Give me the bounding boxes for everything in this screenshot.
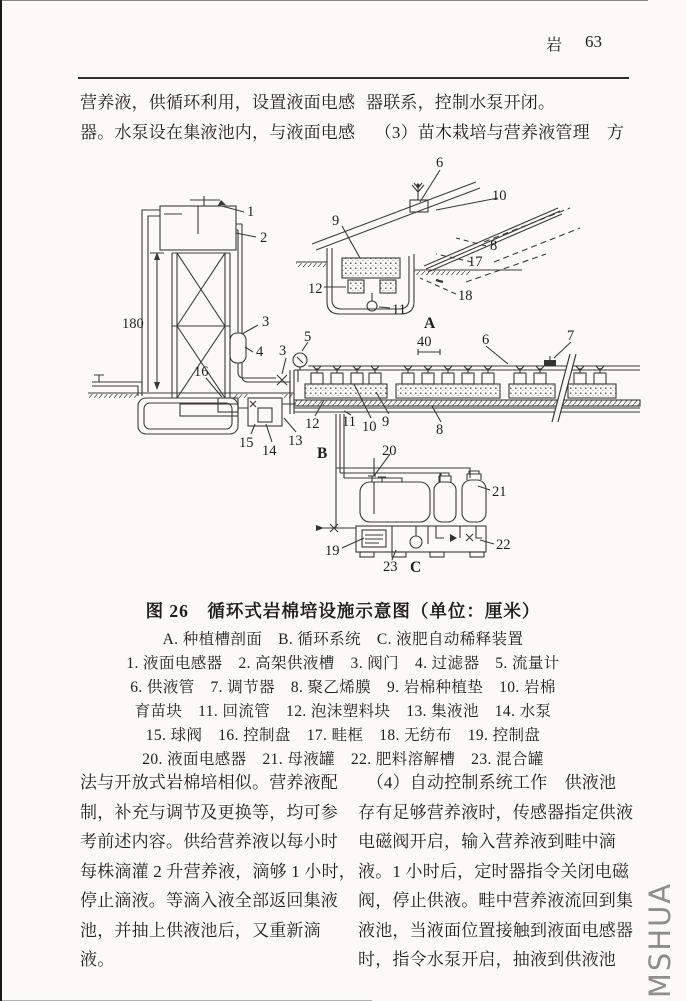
- figure-26-diagram: [84, 146, 644, 594]
- label-regulator-7: 7: [567, 328, 575, 344]
- text-line: 每株滴灌 2 升营养液，滴够 1 小时，: [80, 861, 356, 881]
- label-foam-12-a: 12: [308, 281, 323, 297]
- caption-line: 育苗块 11. 回流管 12. 泡沫塑料块 13. 集液池 14. 水泵: [134, 703, 552, 720]
- dissolver-tank: [434, 482, 456, 522]
- label-valve-3-bed: 3: [279, 343, 287, 359]
- text-line: 器联系，控制水泵开闭。: [366, 93, 556, 112]
- text-line: 法与开放式岩棉培相似。营养液配: [80, 773, 338, 792]
- rockwool-mat-b1: [305, 384, 387, 398]
- rockwool-mat-b2: [396, 384, 500, 398]
- figure-caption: [0, 598, 686, 772]
- label-seed-cube-10-a: 10: [492, 188, 507, 204]
- valve-symbol: [277, 375, 287, 385]
- label-film-8-a: 8: [490, 238, 498, 254]
- label-section-a: A: [424, 315, 436, 332]
- top-text-left-column: [80, 88, 356, 147]
- header-rule: [78, 77, 629, 79]
- bottom-text-right-column: [358, 768, 638, 975]
- text-line: 器。水泵设在集液池内，与液面电感: [80, 122, 356, 142]
- label-stock-tank-21: 21: [492, 484, 507, 500]
- label-pump-14: 14: [262, 443, 277, 459]
- polyethylene-film: [294, 400, 640, 406]
- text-line: 池，并抽上供液池后，又重新滴: [80, 920, 321, 940]
- caption-line: 20. 液面电感器 21. 母液罐 22. 肥料溶解槽 23. 混合罐: [142, 751, 544, 768]
- label-film-8-b: 8: [436, 422, 444, 438]
- label-foam-12-b: 12: [305, 416, 320, 432]
- label-supply-pipe-6-a: 6: [436, 155, 444, 171]
- filter-symbol: [230, 333, 246, 363]
- label-filter-4: 4: [256, 344, 264, 360]
- seedling-cubes: [311, 366, 606, 384]
- regulator-symbol: [544, 360, 556, 366]
- text-line: 营养液，供循环利用，设置液面电感: [80, 93, 356, 112]
- label-fabric-18: 18: [458, 288, 473, 304]
- label-level-sensor-1: 1: [247, 204, 255, 220]
- label-dissolver-22: 22: [496, 537, 511, 553]
- label-mat-9-a: 9: [332, 213, 340, 229]
- label-sump-13: 13: [288, 433, 303, 449]
- text-line: （3）苗木栽培与营养液管理 方: [366, 122, 625, 142]
- caption-line: A. 种植槽剖面 B. 循环系统 C. 液肥自动稀释装置: [162, 631, 524, 648]
- foam-block-a1: [348, 280, 364, 293]
- text-line: 制，补充与调节及更换等，均可参: [80, 802, 338, 822]
- mixing-tank: [360, 482, 430, 522]
- label-section-c: C: [410, 559, 422, 576]
- pump-symbol: [258, 408, 272, 422]
- rockwool-mat-a: [342, 258, 400, 278]
- label-supply-pipe-6-b: 6: [482, 332, 490, 348]
- bottom-text-block: [80, 768, 638, 975]
- running-head: [546, 32, 602, 55]
- label-return-11-a: 11: [392, 302, 406, 318]
- foam-block-a2: [380, 280, 396, 293]
- page-edge-top: [0, 0, 648, 1]
- top-text-right-column: [366, 88, 632, 147]
- text-line: 停止滴液。等滴入液全部返回集液: [80, 891, 338, 910]
- label-frame-17: 17: [468, 254, 483, 270]
- text-line: 考前述内容。供给营养液以每小时: [80, 832, 338, 851]
- label-panel-16: 16: [194, 364, 209, 380]
- figure-caption-title: 图 26 循环式岩棉培设施示意图（单位：厘米）: [145, 601, 541, 621]
- label-sensor-20: 20: [382, 443, 397, 459]
- label-span-40: 40: [417, 334, 432, 350]
- text-line: 时，指令水泵开启，抽液到供液池: [358, 950, 616, 969]
- bottom-text-left-column: [80, 768, 356, 975]
- running-title: 岩: [546, 37, 564, 54]
- text-line: 电磁阀开启，输入营养液到畦中滴: [358, 832, 616, 851]
- stock-solution-tank: [462, 480, 486, 522]
- text-line: 存有足够营养液时，传感器指定供液: [358, 802, 634, 822]
- rockwool-mat-b4: [568, 384, 616, 398]
- diagram-linework: [88, 170, 640, 560]
- page-number: 63: [585, 32, 603, 51]
- label-flowmeter-5: 5: [304, 329, 312, 345]
- caption-line: 6. 供液管 7. 调节器 8. 聚乙烯膜 9. 岩棉种植垫 10. 岩棉: [130, 679, 556, 696]
- watermark: MSHUA: [643, 881, 677, 999]
- rockwool-mat-b3: [509, 384, 555, 398]
- text-line: 液池，当液面位置接触到液面电感器: [358, 920, 634, 940]
- label-supply-tank-2: 2: [260, 230, 268, 246]
- text-line: 阀，停止供液。畦中营养液流回到集: [358, 891, 634, 910]
- text-line: （4）自动控制系统工作 供液池: [358, 773, 617, 792]
- label-ball-valve-15: 15: [239, 435, 254, 451]
- text-line: 液。: [80, 950, 115, 969]
- caption-line: 1. 液面电感器 2. 高架供液槽 3. 阀门 4. 过滤器 5. 流量计: [126, 655, 560, 672]
- top-text-block: [80, 88, 632, 147]
- rockwool-system-diagram: [84, 146, 644, 594]
- label-panel-19: 19: [325, 543, 340, 559]
- caption-line: 15. 球阀 16. 控制盘 17. 畦框 18. 无纺布 19. 控制盘: [145, 727, 541, 744]
- label-section-b: B: [317, 445, 328, 462]
- label-return-11-b: 11: [342, 414, 356, 430]
- label-cube-10-b: 10: [362, 419, 377, 435]
- label-mixer-23: 23: [383, 559, 398, 575]
- label-valve-3-tower: 3: [262, 314, 270, 330]
- label-mat-9-b: 9: [382, 414, 390, 430]
- page-edge-left: [0, 0, 2, 1001]
- text-line: 液。1 小时后，定时器指令关闭电磁: [358, 861, 630, 881]
- label-height-180: 180: [122, 316, 144, 332]
